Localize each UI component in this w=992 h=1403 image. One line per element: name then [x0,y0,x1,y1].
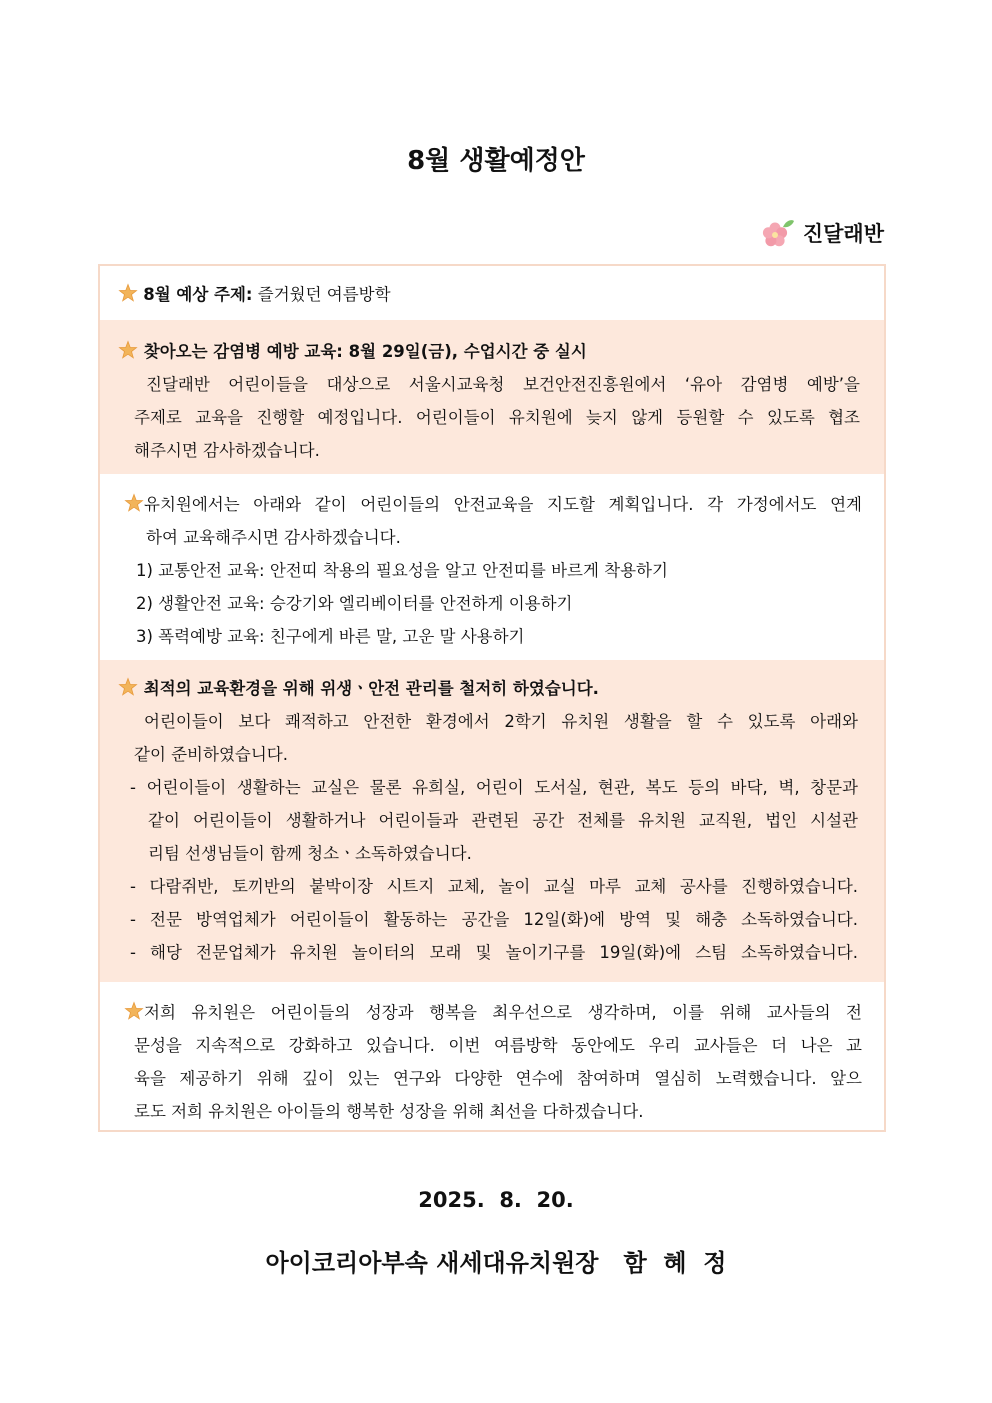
safety-intro: 하여 교육해주시면 감사하겠습니다. [146,528,401,547]
hygiene-section [100,660,884,982]
theme-section [100,266,884,320]
star-icon [118,340,138,360]
safety-item: 1) 교통안전 교육: 안전띠 착용의 필요성을 알고 안전띠를 바르게 착용하기 [136,561,668,580]
infection-line: 해주시면 감사하겠습니다. [134,441,320,460]
infection-heading: 찾아오는 감염병 예방 교육: 8월 29일(금), 수업시간 중 실시 [143,342,587,361]
safety-section [100,474,884,660]
hygiene-line: 어린이들이 보다 쾌적하고 안전한 환경에서 2학기 유치원 생활을 할 수 있도록 아래와 [144,712,858,731]
class-label [761,218,884,248]
teachers-section [100,982,884,1130]
theme-value: 즐거웠던 여름방학 [257,285,391,304]
star-icon [118,677,138,697]
content-box [98,264,886,1132]
teachers-line: 저희 유치원은 어린이들의 성장과 행복을 최우선으로 생각하며, 이를 위해 교사들의 전 [144,1003,862,1022]
star-icon [124,1001,144,1021]
star-icon [124,493,144,513]
theme-label: 8월 예상 주제: [143,285,253,304]
safety-intro: 유치원에서는 아래와 같이 어린이들의 안전교육을 지도할 계획입니다. 각 가정에서도 연계 [144,495,862,514]
flower-icon [761,218,795,248]
hygiene-line: - 해당 전문업체가 유치원 놀이터의 모래 및 놀이기구를 19일(화)에 스팀 소독하였습니다. [130,943,858,962]
hygiene-line: - 어린이들이 생활하는 교실은 물론 유희실, 어린이 도서실, 현관, 복도 등의 바닥, 벽, 창문과 [130,778,858,797]
hygiene-line: 리팀 선생님들이 함께 청소ㆍ소독하였습니다. [148,844,472,863]
teachers-line: 문성을 지속적으로 강화하고 있습니다. 이번 여름방학 동안에도 우리 교사들은 더 나은 교 [134,1036,862,1055]
signature: 아이코리아부속 새세대유치원장 함 혜 정 [265,1249,727,1277]
infection-line: 진달래반 어린이들을 대상으로 서울시교육청 보건안전진흥원에서 ‘유아 감염병 예방’을 [146,375,860,394]
infection-section [100,320,884,474]
safety-item: 2) 생활안전 교육: 승강기와 엘리베이터를 안전하게 이용하기 [136,594,573,613]
infection-line: 주제로 교육을 진행할 예정입니다. 어린이들이 유치원에 늦지 않게 등원할 수 있도록 협조 [134,408,860,427]
teachers-line: 로도 저희 유치원은 아이들의 행복한 성장을 위해 최선을 다하겠습니다. [134,1102,644,1121]
teachers-line: 육을 제공하기 위해 깊이 있는 연구와 다양한 연수에 참여하며 열심히 노력했습니다. 앞으 [134,1069,862,1088]
hygiene-line: - 전문 방역업체가 어린이들이 활동하는 공간을 12일(화)에 방역 및 해충 소독하였습니다. [130,910,858,929]
page-title: 8월 생활예정안 [407,146,585,176]
class-name-text: 진달래반 [802,222,884,246]
hygiene-line: - 다람쥐반, 토끼반의 붙박이장 시트지 교체, 놀이 교실 마루 교체 공사를 진행하였습니다. [130,877,858,896]
star-icon [118,283,138,303]
hygiene-heading: 최적의 교육환경을 위해 위생ㆍ안전 관리를 철저히 하였습니다. [143,679,599,698]
safety-item: 3) 폭력예방 교육: 친구에게 바른 말, 고운 말 사용하기 [136,627,525,646]
hygiene-line: 같이 어린이들이 생활하거나 어린이들과 관련된 공간 전체를 유치원 교직원, 법인 시설관 [148,811,858,830]
hygiene-line: 같이 준비하였습니다. [134,745,288,764]
document-date: 2025. 8. 20. [418,1188,574,1212]
